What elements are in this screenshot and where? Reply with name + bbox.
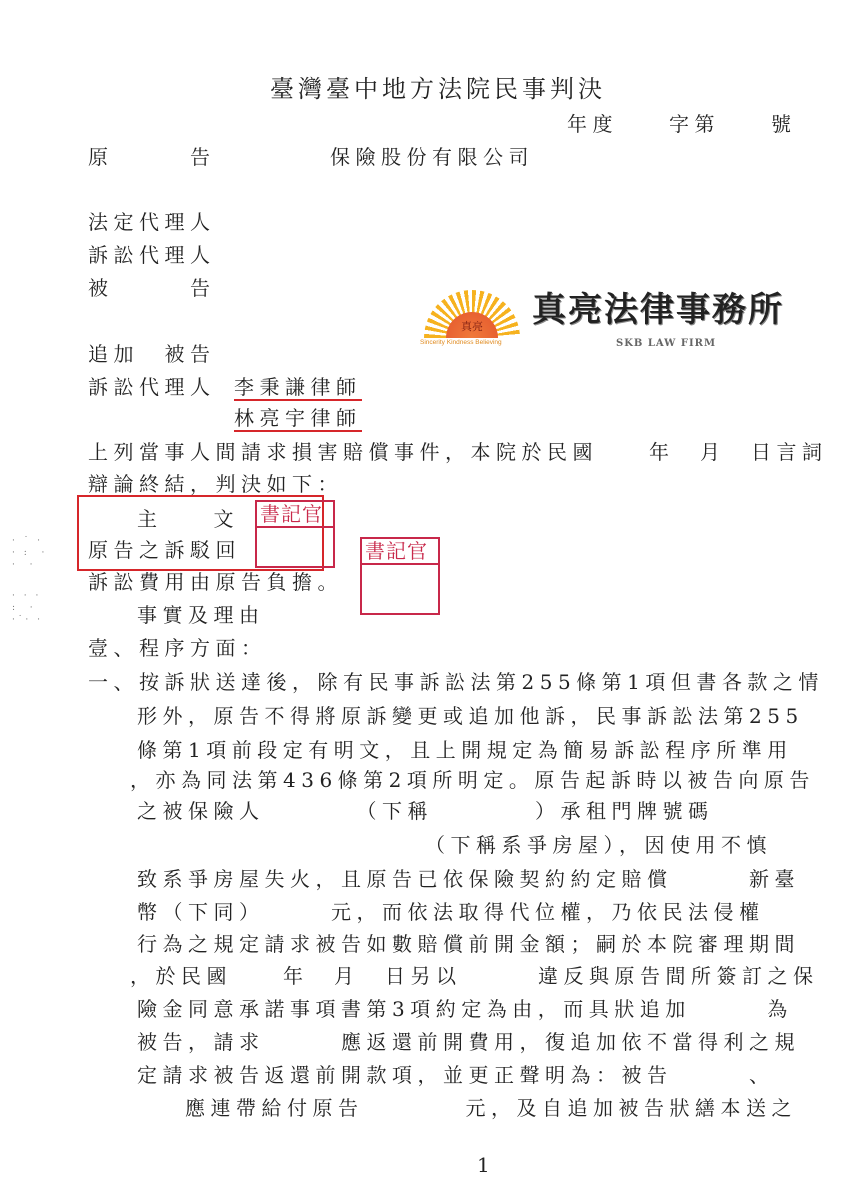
body-line: ，亦為同法第436條第2項所明定。原告起訴時以被告向原告 [130, 768, 815, 792]
body-line: ，於民國 年 月 日另以 違反與原告間所簽訂之保 [130, 964, 819, 988]
body-line: 行為之規定請求被告如數賠償前開金額；嗣於本院審理期間 [137, 932, 800, 956]
body-line: （下稱系爭房屋），因使用不慎 [425, 833, 772, 857]
body-line: 被告，請求 應返還前開費用，復追加依不當得利之規 [137, 1030, 800, 1054]
intro-line: 上列當事人間請求損害賠償事件，本院於民國 年 月 日言詞 [88, 440, 828, 464]
litigation-agent-label: 訴訟代理人 [88, 243, 216, 267]
body-line: 幣（下同） 元，而依法取得代位權，乃依民法侵權 [137, 900, 765, 924]
body-line: 之被保險人 （下稱 ）承租門牌號碼 [137, 799, 714, 823]
law-firm-logo [420, 288, 800, 352]
body-line: 定請求被告返還前開款項，並更正聲明為：被告 、 [137, 1063, 775, 1087]
body-line: 致系爭房屋失火，且原告已依保險契約約定賠償 新臺 [137, 867, 800, 891]
clerk-stamp [255, 500, 335, 568]
main-line: 訴訟費用由原告負擔。 [88, 570, 343, 594]
body-line: 一、按訴狀送達後，除有民事訴訟法第255條第1項但書各款之情 [88, 670, 824, 694]
firm-name: 真亮法律事務所 [532, 290, 784, 330]
page-number: 1 [477, 1153, 490, 1177]
plaintiff-name: 保險股份有限公司 [330, 145, 534, 169]
emblem-text: 真亮 [446, 312, 498, 338]
reasons-heading: 事實及理由 [137, 603, 265, 627]
lawyer-name: 林亮宇律師 [234, 406, 362, 430]
firm-name-en: SKB LAW FIRM [616, 338, 717, 349]
defendant-label: 被 告 [88, 276, 216, 300]
body-line: 險金同意承諾事項書第3項約定為由，而具狀追加 為 [137, 997, 793, 1021]
legal-rep-label: 法定代理人 [88, 210, 216, 234]
clerk-stamp [360, 537, 440, 615]
main-heading: 主 文 [137, 507, 239, 531]
case-number: 年度 字第 號 [567, 112, 797, 136]
stamp-label: 書記官 [362, 539, 438, 565]
main-line: 原告之訴駁回 [88, 538, 241, 562]
body-line: 形外，原告不得將原訴變更或追加他訴，民事訴訟法第255 [137, 704, 804, 728]
margin-marks: · · · : · ·˙· · [12, 591, 43, 625]
section-heading: 壹、程序方面： [88, 636, 267, 660]
stamp-label: 書記官 [257, 502, 333, 528]
added-agent-label: 訴訟代理人 [88, 375, 216, 399]
body-line: 應連帶給付原告 元，及自追加被告狀繕本送之 [185, 1096, 797, 1120]
added-defendant-label: 追加 被告 [88, 342, 216, 366]
body-line: 條第1項前段定有明文，且上開規定為簡易訴訟程序所準用 [137, 738, 793, 762]
plaintiff-label: 原 告 [88, 145, 216, 169]
margin-marks: · ˙ · · : · · · [12, 536, 48, 570]
document-title: 臺灣臺中地方法院民事判決 [270, 75, 606, 103]
lawyer-name: 李秉謙律師 [234, 375, 362, 399]
sun-emblem-icon [424, 290, 520, 338]
intro-line: 辯論終結，判決如下： [88, 472, 343, 496]
logo-motto: Sincerity Kindness Believing [420, 339, 502, 346]
